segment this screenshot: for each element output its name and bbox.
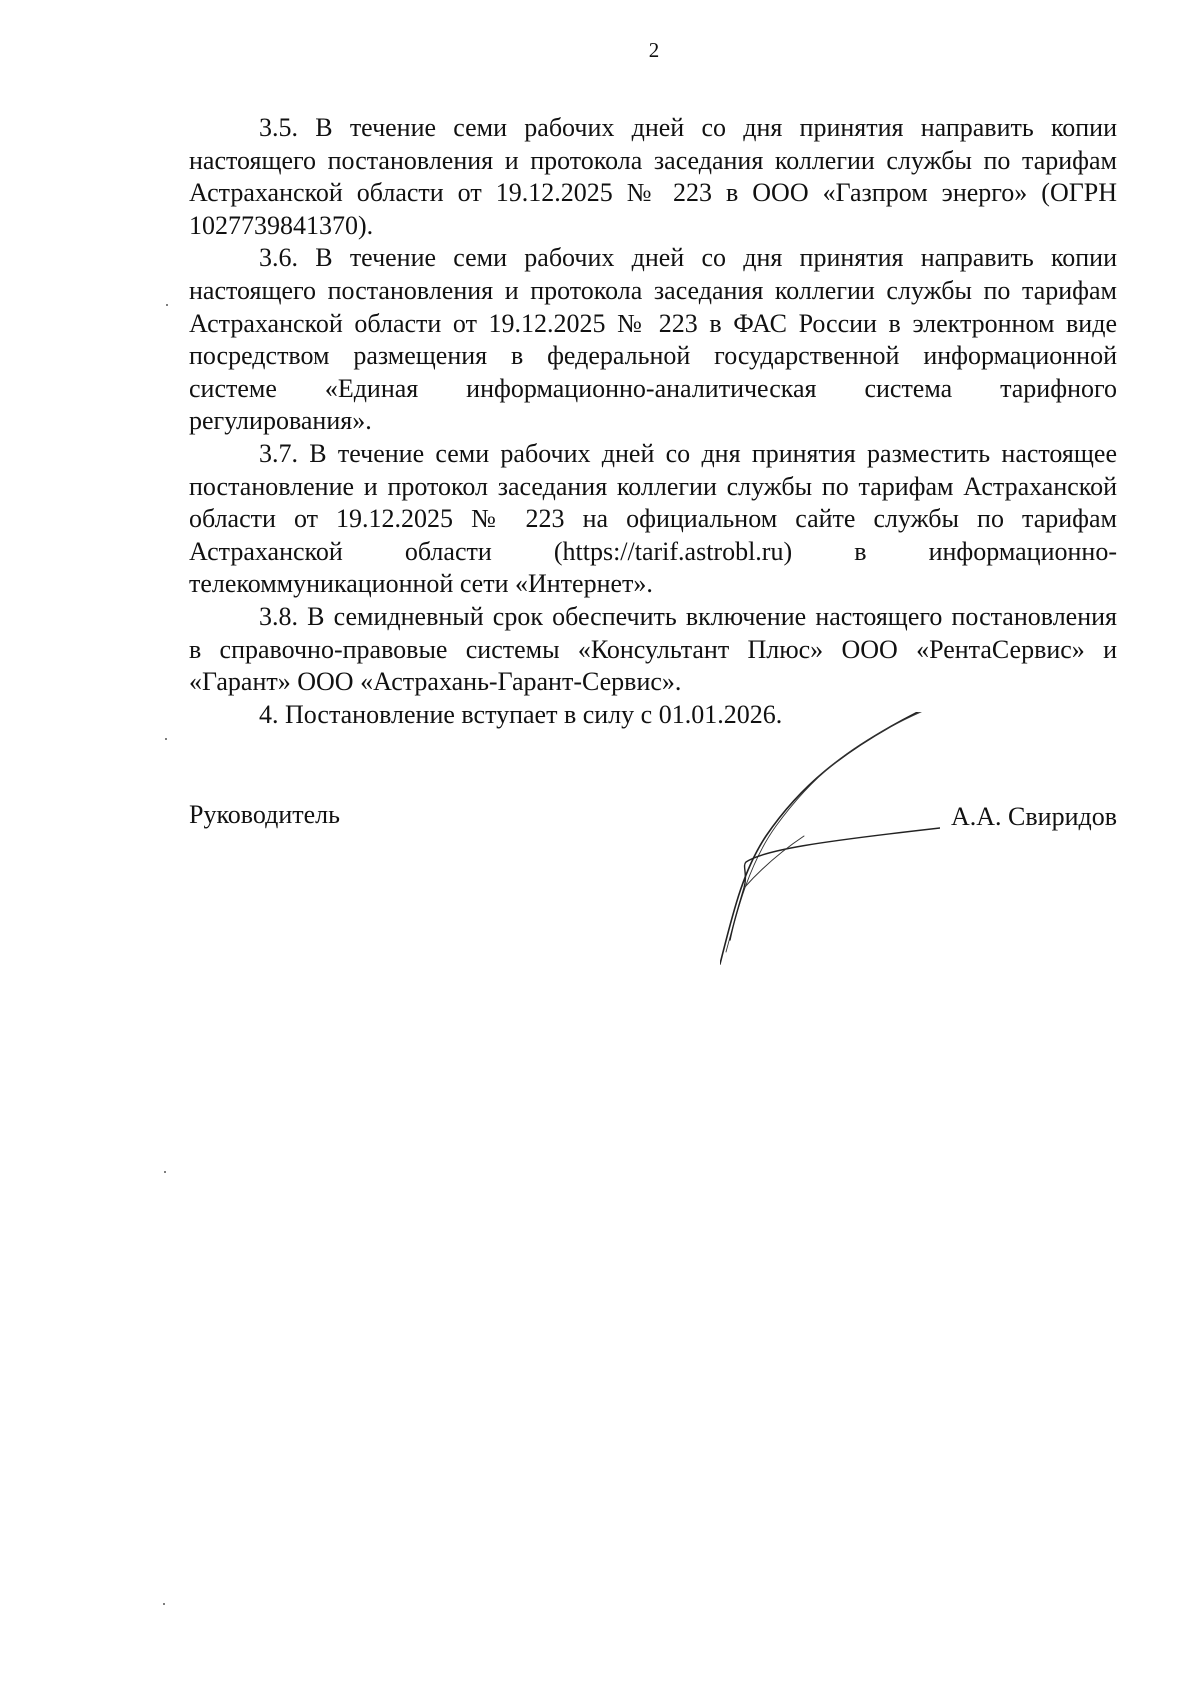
paragraph-3-8: 3.8. В семидневный срок обеспечить включение настоящего постановления в справочно-правовые системы «Консультант Плюс» ООО «РентаСервис» и «Гарант» ООО «Астрахань-Гарант-Сервис». — [189, 601, 1117, 697]
signature-block — [189, 800, 1117, 840]
signer-name: А.А. Свиридов — [950, 802, 1117, 831]
paragraph-3-5: 3.5. В течение семи рабочих дней со дня принятия направить копии настоящего постановления и протокола заседания коллегии службы по тарифам Астраханской области от 19.12.2025 № 223 в ООО «Газпром энерго» (ОГРН 1027739841370). — [189, 113, 1117, 240]
signer-position: Руководитель — [189, 800, 340, 829]
scan-speck — [165, 738, 167, 740]
paragraph-3-6: 3.6. В течение семи рабочих дней со дня принятия направить копии настоящего постановления и протокола заседания коллегии службы по тарифам Астраханской области от 19.12.2025 № 223 в ФАС России в электронном виде посредством размещения в федеральной государственной информационной системе «Единая информационно-аналитическая система тарифного регулирования». — [189, 243, 1117, 436]
scan-speck — [166, 304, 168, 306]
page-number: 2 — [648, 38, 660, 62]
handwritten-signature — [720, 712, 940, 972]
document-body — [189, 112, 1117, 731]
paragraph-3-7: 3.7. В течение семи рабочих дней со дня принятия разместить настоящее постановление и протокол заседания коллегии службы по тарифам Астраханской области от 19.12.2025 № 223 на официальном сайте службы по тарифам Астраханской области (https://tarif.astrobl.ru) в информационно-телекоммуникационной сети «Интернет». — [189, 438, 1117, 599]
scan-speck — [164, 1171, 166, 1173]
scan-speck — [163, 1603, 165, 1605]
paragraph-4: 4. Постановление вступает в силу с 01.01.2026. — [259, 699, 783, 729]
